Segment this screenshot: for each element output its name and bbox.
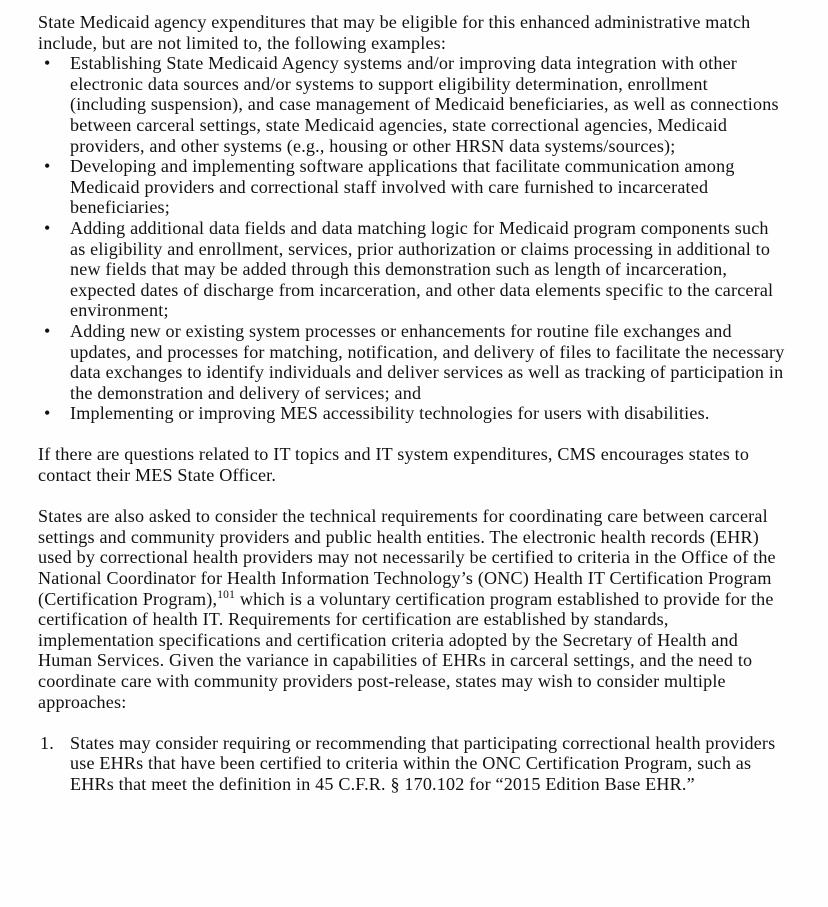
list-item	[38, 218, 786, 321]
bullet-icon: •	[44, 53, 51, 74]
list-item	[38, 403, 786, 424]
list-item	[38, 53, 786, 156]
footnote-reference-101[interactable]: 101	[217, 588, 236, 601]
list-number-marker: 1.	[40, 732, 54, 753]
intro-paragraph: State Medicaid agency expenditures that may be eligible for this enhanced administrative match include, but are not limited to, the following examples:	[38, 12, 751, 53]
list-item	[38, 321, 786, 403]
page-content	[38, 12, 786, 795]
list-item-text: Developing and implementing software applications that facilitate communication among Medicaid providers and correctional staff involved with care furnished to incarcerated beneficiaries;	[70, 156, 735, 218]
bullet-icon: •	[44, 156, 51, 177]
ehr-paragraph-text-part2: which is a voluntary certification program established to provide for the certification of health IT. Requirements for certification are established by standards, implementation specifications and certification criteria adopted by the Secretary of Health and Human Services. Given the variance in capabilities of EHRs in carceral settings, and the need to coordinate care with community providers post-release, states may wish to consider multiple approaches:	[38, 588, 774, 712]
ehr-paragraph-text-part1: States are also asked to consider the technical requirements for coordinating care between carceral settings and community providers and public health entities. The electronic health records (EHR) used by correctional health providers may not necessarily be certified to criteria in the Office of the National Coordinator for Health Information Technology’s (ONC) Health IT Certification Program (Certification Program),	[38, 506, 776, 609]
bullet-icon: •	[44, 217, 51, 238]
list-item-text: Establishing State Medicaid Agency systems and/or improving data integration with other electronic data sources and/or systems to support eligibility determination, enrollment (including suspension), and case management of Medicaid beneficiaries, as well as connections between carceral settings, state Medicaid agencies, state correctional agencies, Medicaid providers, and other systems (e.g., housing or other HRSN data systems/sources);	[70, 53, 779, 156]
list-item-text: Implementing or improving MES accessibility technologies for users with disabilities.	[70, 403, 710, 424]
list-item	[38, 156, 786, 218]
eligible-expenditures-bullet-list	[38, 53, 786, 424]
paragraph-spacer	[38, 712, 786, 733]
bullet-icon: •	[44, 320, 51, 341]
list-item-text: Adding new or existing system processes or enhancements for routine file exchanges and updates, and processes for matching, notification, and delivery of files to facilitate the necessary data exchanges to identify individuals and deliver services as well as tracking of participation in the demonstration and delivery of services; and	[70, 320, 785, 403]
bullet-icon: •	[44, 403, 51, 424]
approaches-numbered-list	[38, 733, 786, 795]
mes-officer-paragraph: If there are questions related to IT topics and IT system expenditures, CMS encourages states to contact their MES State Officer.	[38, 444, 750, 486]
list-item-text: Adding additional data fields and data matching logic for Medicaid program components such as eligibility and enrollment, services, prior authorization or claims processing in additional to new fields that may be added through this demonstration such as length of incarceration, expected dates of discharge from incarceration, and other data elements specific to the carceral environment;	[70, 217, 774, 321]
paragraph-spacer	[38, 486, 786, 507]
paragraph-spacer	[38, 424, 786, 445]
ehr-certification-paragraph	[38, 506, 786, 712]
list-item-text: States may consider requiring or recommending that participating correctional health providers use EHRs that have been certified to criteria within the ONC Certification Program, such as EHRs that meet the definition in 45 C.F.R. § 170.102 for “2015 Edition Base EHR.”	[70, 732, 776, 794]
list-item	[38, 733, 786, 795]
